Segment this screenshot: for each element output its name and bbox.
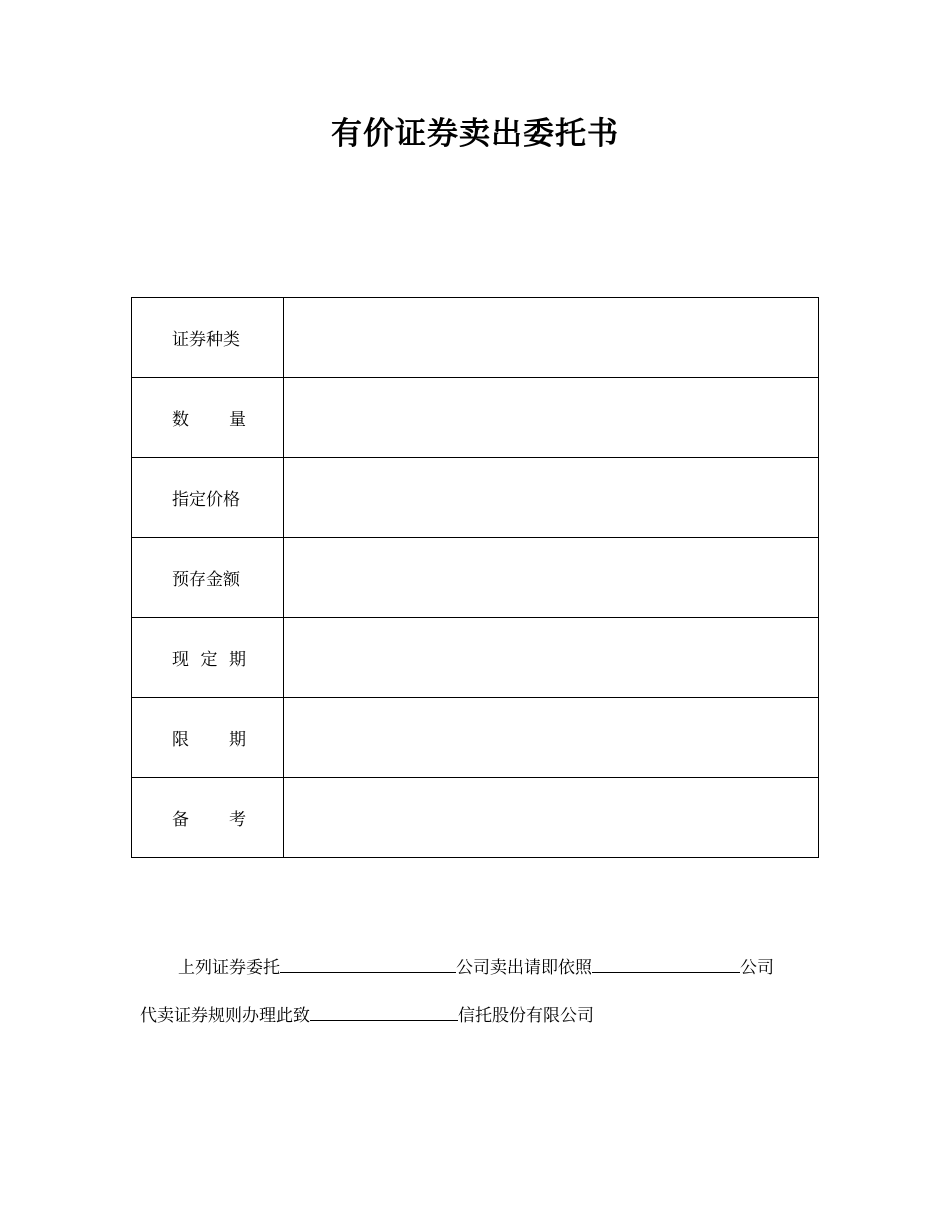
table-row xyxy=(132,538,819,618)
table-row xyxy=(132,458,819,538)
specified-price-field[interactable] xyxy=(284,458,819,538)
label-cell-time-limit xyxy=(132,698,284,778)
trust-company-blank[interactable] xyxy=(310,1002,458,1021)
statement-line-1 xyxy=(178,954,774,980)
field-label-char: 备 xyxy=(172,810,189,830)
label-cell-deposit-amount xyxy=(132,538,284,618)
statement-line-2 xyxy=(140,1002,594,1028)
fixed-term-field[interactable] xyxy=(284,618,819,698)
label-cell-quantity xyxy=(132,378,284,458)
table-row xyxy=(132,618,819,698)
table-row xyxy=(132,778,819,858)
field-label xyxy=(172,725,246,750)
security-type-field[interactable] xyxy=(284,298,819,378)
statement-text: 公司卖出请即依照 xyxy=(456,958,592,978)
statement-text: 信托股份有限公司 xyxy=(458,1006,594,1026)
label-cell-remarks xyxy=(132,778,284,858)
quantity-field[interactable] xyxy=(284,378,819,458)
remarks-field[interactable] xyxy=(284,778,819,858)
field-label-char: 期 xyxy=(229,730,246,750)
field-label: 预存金额 xyxy=(172,570,240,590)
page-title: 有价证券卖出委托书 xyxy=(331,116,619,152)
field-label-char: 量 xyxy=(229,410,246,430)
statement-text: 上列证券委托 xyxy=(178,958,280,978)
field-label-char: 期 xyxy=(229,650,246,670)
statement-text: 代卖证券规则办理此致 xyxy=(140,1006,310,1026)
agent-company-blank[interactable] xyxy=(592,954,740,973)
time-limit-field[interactable] xyxy=(284,698,819,778)
label-cell-security-type xyxy=(132,298,284,378)
statement-text: 公司 xyxy=(740,958,774,978)
table-row xyxy=(132,378,819,458)
company-name-blank[interactable] xyxy=(280,954,456,973)
field-label xyxy=(172,805,246,830)
table-row xyxy=(132,698,819,778)
field-label-char: 考 xyxy=(229,810,246,830)
field-label xyxy=(172,405,246,430)
entrustment-form-table xyxy=(131,297,819,858)
field-label xyxy=(172,645,246,670)
field-label-char: 定 xyxy=(200,650,218,670)
field-label: 证券种类 xyxy=(172,330,240,350)
field-label-char: 现 xyxy=(172,650,189,670)
label-cell-fixed-term xyxy=(132,618,284,698)
field-label-char: 限 xyxy=(172,730,189,750)
field-label: 指定价格 xyxy=(172,490,240,510)
table-row xyxy=(132,298,819,378)
field-label-char: 数 xyxy=(172,410,189,430)
deposit-amount-field[interactable] xyxy=(284,538,819,618)
label-cell-specified-price xyxy=(132,458,284,538)
